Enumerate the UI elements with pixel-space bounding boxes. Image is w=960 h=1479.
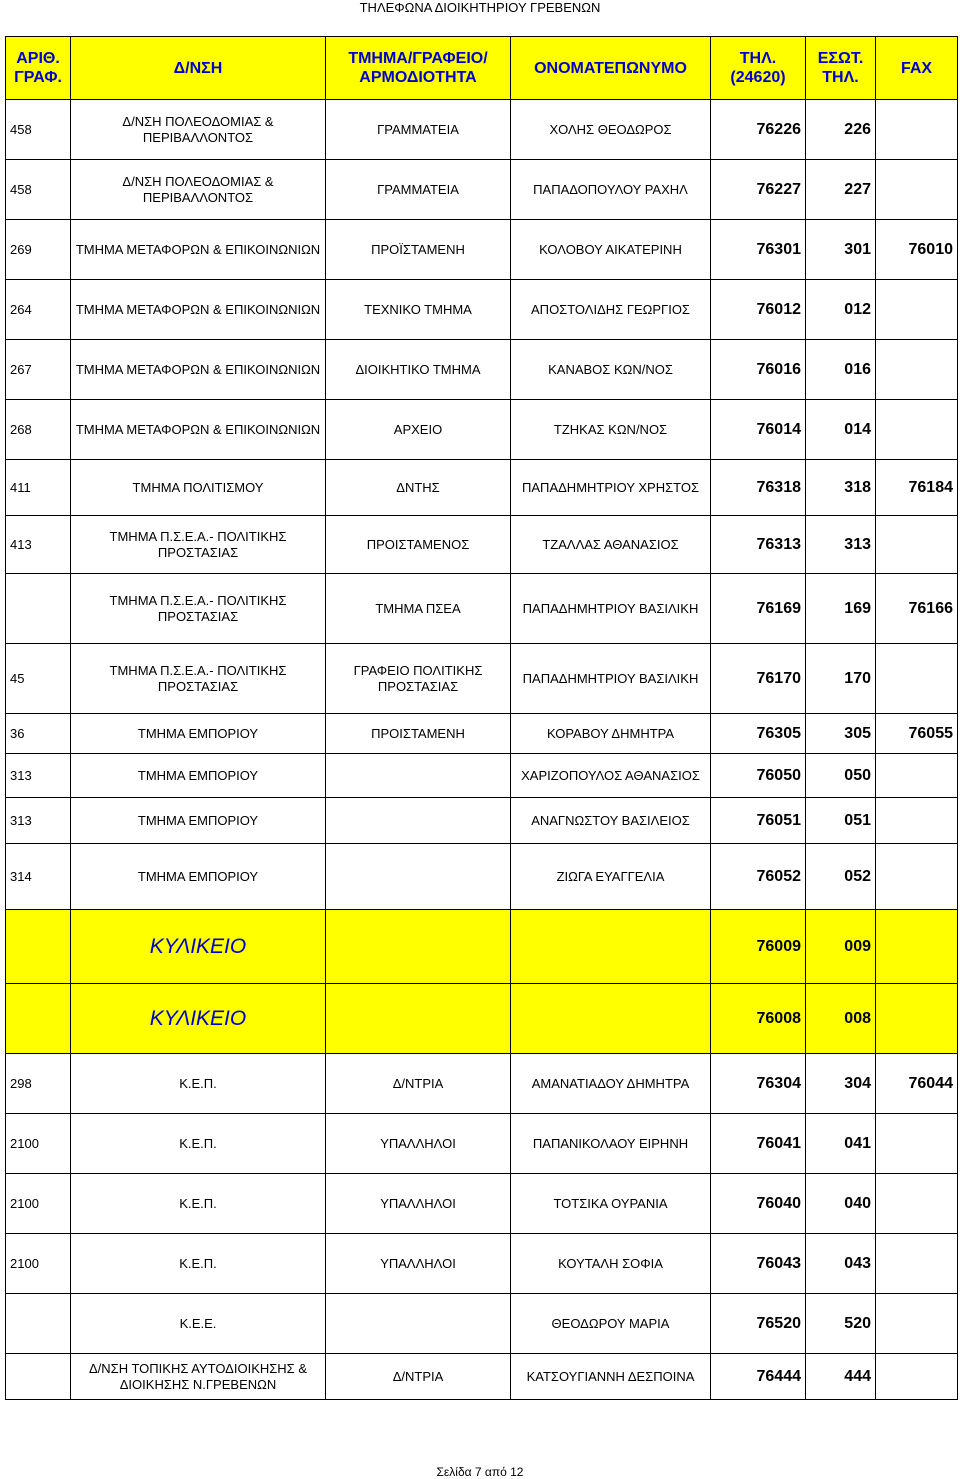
table-row (6, 220, 958, 280)
name-cell: ΠΑΠΑΔΗΜΗΤΡΙΟΥ ΒΑΣΙΛΙΚΗ (511, 644, 711, 714)
fax-cell: 76010 (876, 220, 958, 280)
department-cell: ΔΙΟΙΚΗΤΙΚΟ ΤΜΗΜΑ (326, 340, 511, 400)
office-cell: 2100 (6, 1234, 71, 1294)
phone-cell: 76050 (711, 754, 806, 798)
table-row (6, 1234, 958, 1294)
department-cell: ΤΜΗΜΑ ΠΣΕΑ (326, 574, 511, 644)
fax-cell (876, 1354, 958, 1400)
department-cell: ΓΡΑΦΕΙΟ ΠΟΛΙΤΙΚΗΣ ΠΡΟΣΤΑΣΙΑΣ (326, 644, 511, 714)
name-cell: ΠΑΠΑΔΗΜΗΤΡΙΟΥ ΧΡΗΣΤΟΣ (511, 460, 711, 516)
table-body (6, 100, 958, 1400)
ext-cell: 051 (806, 798, 876, 844)
office-cell: 458 (6, 160, 71, 220)
office-cell (6, 984, 71, 1054)
fax-cell (876, 160, 958, 220)
page-title: ΤΗΛΕΦΩΝΑ ΔΙΟΙΚΗΤΗΡΙΟΥ ΓΡΕΒΕΝΩΝ (359, 0, 601, 15)
phone-cell: 76008 (711, 984, 806, 1054)
table-row (6, 1114, 958, 1174)
department-cell: ΓΡΑΜΜΑΤΕΙΑ (326, 100, 511, 160)
phone-cell: 76227 (711, 160, 806, 220)
office-cell (6, 910, 71, 984)
ext-cell: 008 (806, 984, 876, 1054)
department-cell: ΤΕΧΝΙΚΟ ΤΜΗΜΑ (326, 280, 511, 340)
table-row (6, 1174, 958, 1234)
ext-cell: 520 (806, 1294, 876, 1354)
fax-cell (876, 100, 958, 160)
table-row (6, 798, 958, 844)
phone-cell: 76170 (711, 644, 806, 714)
header-row (6, 37, 958, 100)
name-cell: ΑΠΟΣΤΟΛΙΔΗΣ ΓΕΩΡΓΙΟΣ (511, 280, 711, 340)
phone-cell: 76520 (711, 1294, 806, 1354)
ext-cell: 301 (806, 220, 876, 280)
department-cell (326, 754, 511, 798)
department-cell (326, 844, 511, 910)
directorate-cell: ΚΥΛΙΚΕΙΟ (71, 984, 326, 1054)
directorate-cell: Κ.Ε.Π. (71, 1054, 326, 1114)
ext-cell: 043 (806, 1234, 876, 1294)
directorate-cell: ΤΜΗΜΑ ΜΕΤΑΦΟΡΩΝ & ΕΠΙΚΟΙΝΩΝΙΩΝ (71, 280, 326, 340)
name-cell: ΤΟΤΣΙΚΑ ΟΥΡΑΝΙΑ (511, 1174, 711, 1234)
name-cell: ΚΑΤΣΟΥΓΙΑΝΝΗ ΔΕΣΠΟΙΝΑ (511, 1354, 711, 1400)
name-cell: ΧΑΡΙΖΟΠΟΥΛΟΣ ΑΘΑΝΑΣΙΟΣ (511, 754, 711, 798)
directorate-cell: ΤΜΗΜΑ ΕΜΠΟΡΙΟΥ (71, 754, 326, 798)
office-cell: 411 (6, 460, 71, 516)
name-cell: ΚΟΡΑΒΟΥ ΔΗΜΗΤΡΑ (511, 714, 711, 754)
phone-cell: 76052 (711, 844, 806, 910)
department-cell: ΠΡΟΪΣΤΑΜΕΝΗ (326, 220, 511, 280)
name-cell: ΑΝΑΓΝΩΣΤΟΥ ΒΑΣΙΛΕΙΟΣ (511, 798, 711, 844)
directorate-cell: ΚΥΛΙΚΕΙΟ (71, 910, 326, 984)
directorate-cell: ΤΜΗΜΑ Π.Σ.Ε.Α.- ΠΟΛΙΤΙΚΗΣ ΠΡΟΣΤΑΣΙΑΣ (71, 644, 326, 714)
table-row (6, 844, 958, 910)
col-ext: ΕΣΩΤ. ΤΗΛ. (806, 37, 876, 100)
ext-cell: 040 (806, 1174, 876, 1234)
phone-directory-table (5, 36, 958, 1400)
ext-cell: 169 (806, 574, 876, 644)
fax-cell: 76044 (876, 1054, 958, 1114)
department-cell: ΥΠΑΛΛΗΛΟΙ (326, 1174, 511, 1234)
department-cell: Δ/ΝΤΡΙΑ (326, 1054, 511, 1114)
directorate-cell: Κ.Ε.Π. (71, 1114, 326, 1174)
col-department: ΤΜΗΜΑ/ΓΡΑΦΕΙΟ/ ΑΡΜΟΔΙΟΤΗΤΑ (326, 37, 511, 100)
office-cell: 267 (6, 340, 71, 400)
name-cell: ΚΟΥΤΑΛΗ ΣΟΦΙΑ (511, 1234, 711, 1294)
table-row (6, 1354, 958, 1400)
name-cell: ΖΙΩΓΑ ΕΥΑΓΓΕΛΙΑ (511, 844, 711, 910)
fax-cell (876, 644, 958, 714)
office-cell (6, 574, 71, 644)
ext-cell: 313 (806, 516, 876, 574)
directorate-cell: ΤΜΗΜΑ ΕΜΠΟΡΙΟΥ (71, 714, 326, 754)
table-row (6, 1294, 958, 1354)
phone-cell: 76014 (711, 400, 806, 460)
table-row (6, 714, 958, 754)
directorate-cell: ΤΜΗΜΑ ΜΕΤΑΦΟΡΩΝ & ΕΠΙΚΟΙΝΩΝΙΩΝ (71, 400, 326, 460)
directorate-cell: Κ.Ε.Π. (71, 1234, 326, 1294)
name-cell: ΠΑΠΑΔΟΠΟΥΛΟΥ ΡΑΧΗΛ (511, 160, 711, 220)
office-cell: 313 (6, 754, 71, 798)
table-row (6, 1054, 958, 1114)
office-cell: 2100 (6, 1174, 71, 1234)
name-cell (511, 984, 711, 1054)
ext-cell: 050 (806, 754, 876, 798)
phone-cell: 76016 (711, 340, 806, 400)
ext-cell: 012 (806, 280, 876, 340)
office-cell: 313 (6, 798, 71, 844)
ext-cell: 009 (806, 910, 876, 984)
office-cell: 314 (6, 844, 71, 910)
directorate-cell: Δ/ΝΣΗ ΠΟΛΕΟΔΟΜΙΑΣ & ΠΕΡΙΒΑΛΛΟΝΤΟΣ (71, 100, 326, 160)
col-name: ΟΝΟΜΑΤΕΠΩΝΥΜΟ (511, 37, 711, 100)
directorate-cell: Κ.Ε.Ε. (71, 1294, 326, 1354)
office-cell: 458 (6, 100, 71, 160)
office-cell: 268 (6, 400, 71, 460)
fax-cell (876, 1114, 958, 1174)
department-cell: ΑΡΧΕΙΟ (326, 400, 511, 460)
col-fax: FAX (876, 37, 958, 100)
phone-cell: 76043 (711, 1234, 806, 1294)
fax-cell: 76184 (876, 460, 958, 516)
phone-cell: 76304 (711, 1054, 806, 1114)
name-cell: ΠΑΠΑΔΗΜΗΤΡΙΟΥ ΒΑΣΙΛΙΚΗ (511, 574, 711, 644)
col-office: ΑΡΙΘ. ΓΡΑΦ. (6, 37, 71, 100)
fax-cell (876, 340, 958, 400)
department-cell: ΥΠΑΛΛΗΛΟΙ (326, 1234, 511, 1294)
name-cell: ΤΖΗΚΑΣ ΚΩΝ/ΝΟΣ (511, 400, 711, 460)
name-cell: ΚΟΛΟΒΟΥ ΑΙΚΑΤΕΡΙΝΗ (511, 220, 711, 280)
department-cell (326, 798, 511, 844)
ext-cell: 014 (806, 400, 876, 460)
table-row (6, 754, 958, 798)
table-row (6, 984, 958, 1054)
office-cell: 264 (6, 280, 71, 340)
phone-cell: 76040 (711, 1174, 806, 1234)
col-directorate: Δ/ΝΣΗ (71, 37, 326, 100)
col-phone: ΤΗΛ. (24620) (711, 37, 806, 100)
fax-cell: 76166 (876, 574, 958, 644)
department-cell: ΥΠΑΛΛΗΛΟΙ (326, 1114, 511, 1174)
phone-cell: 76318 (711, 460, 806, 516)
ext-cell: 016 (806, 340, 876, 400)
fax-cell (876, 1294, 958, 1354)
fax-cell: 76055 (876, 714, 958, 754)
office-cell: 298 (6, 1054, 71, 1114)
directorate-cell: ΤΜΗΜΑ ΜΕΤΑΦΟΡΩΝ & ΕΠΙΚΟΙΝΩΝΙΩΝ (71, 220, 326, 280)
ext-cell: 318 (806, 460, 876, 516)
fax-cell (876, 1234, 958, 1294)
directorate-cell: Δ/ΝΣΗ ΠΟΛΕΟΔΟΜΙΑΣ & ΠΕΡΙΒΑΛΛΟΝΤΟΣ (71, 160, 326, 220)
directorate-cell: ΤΜΗΜΑ ΕΜΠΟΡΙΟΥ (71, 844, 326, 910)
table-row (6, 160, 958, 220)
phone-cell: 76313 (711, 516, 806, 574)
directorate-cell: ΤΜΗΜΑ Π.Σ.Ε.Α.- ΠΟΛΙΤΙΚΗΣ ΠΡΟΣΤΑΣΙΑΣ (71, 516, 326, 574)
fax-cell (876, 844, 958, 910)
page-number: Σελίδα 7 από 12 (436, 1465, 524, 1479)
phone-cell: 76226 (711, 100, 806, 160)
department-cell: Δ/ΝΤΡΙΑ (326, 1354, 511, 1400)
directorate-cell: ΤΜΗΜΑ ΜΕΤΑΦΟΡΩΝ & ΕΠΙΚΟΙΝΩΝΙΩΝ (71, 340, 326, 400)
ext-cell: 041 (806, 1114, 876, 1174)
phone-cell: 76169 (711, 574, 806, 644)
name-cell: ΤΖΑΛΛΑΣ ΑΘΑΝΑΣΙΟΣ (511, 516, 711, 574)
phone-cell: 76301 (711, 220, 806, 280)
office-cell: 2100 (6, 1114, 71, 1174)
office-cell: 36 (6, 714, 71, 754)
directorate-cell: ΤΜΗΜΑ Π.Σ.Ε.Α.- ΠΟΛΙΤΙΚΗΣ ΠΡΟΣΤΑΣΙΑΣ (71, 574, 326, 644)
phone-cell: 76444 (711, 1354, 806, 1400)
directorate-cell: ΤΜΗΜΑ ΕΜΠΟΡΙΟΥ (71, 798, 326, 844)
name-cell (511, 910, 711, 984)
ext-cell: 304 (806, 1054, 876, 1114)
ext-cell: 052 (806, 844, 876, 910)
directorate-cell: Δ/ΝΣΗ ΤΟΠΙΚΗΣ ΑΥΤΟΔΙΟΙΚΗΣΗΣ & ΔΙΟΙΚΗΣΗΣ Ν.ΓΡΕΒΕΝΩΝ (71, 1354, 326, 1400)
table-row (6, 100, 958, 160)
office-cell: 45 (6, 644, 71, 714)
department-cell (326, 984, 511, 1054)
fax-cell (876, 798, 958, 844)
fax-cell (876, 516, 958, 574)
ext-cell: 226 (806, 100, 876, 160)
phone-cell: 76051 (711, 798, 806, 844)
table-row (6, 910, 958, 984)
fax-cell (876, 754, 958, 798)
ext-cell: 305 (806, 714, 876, 754)
directorate-cell: ΤΜΗΜΑ ΠΟΛΙΤΙΣΜΟΥ (71, 460, 326, 516)
department-cell: ΔΝΤΗΣ (326, 460, 511, 516)
table-row (6, 644, 958, 714)
ext-cell: 444 (806, 1354, 876, 1400)
fax-cell (876, 280, 958, 340)
fax-cell (876, 984, 958, 1054)
table-row (6, 460, 958, 516)
name-cell: ΘΕΟΔΩΡΟΥ ΜΑΡΙΑ (511, 1294, 711, 1354)
department-cell (326, 910, 511, 984)
table-row (6, 516, 958, 574)
table-row (6, 340, 958, 400)
office-cell: 269 (6, 220, 71, 280)
name-cell: ΧΟΛΗΣ ΘΕΟΔΩΡΟΣ (511, 100, 711, 160)
department-cell (326, 1294, 511, 1354)
department-cell: ΠΡΟΙΣΤΑΜΕΝΟΣ (326, 516, 511, 574)
phone-cell: 76009 (711, 910, 806, 984)
office-cell (6, 1354, 71, 1400)
department-cell: ΠΡΟΙΣΤΑΜΕΝΗ (326, 714, 511, 754)
ext-cell: 170 (806, 644, 876, 714)
table-row (6, 574, 958, 644)
fax-cell (876, 400, 958, 460)
phone-cell: 76012 (711, 280, 806, 340)
office-cell: 413 (6, 516, 71, 574)
table-row (6, 400, 958, 460)
office-cell (6, 1294, 71, 1354)
name-cell: ΚΑΝΑΒΟΣ ΚΩΝ/ΝΟΣ (511, 340, 711, 400)
phone-cell: 76305 (711, 714, 806, 754)
fax-cell (876, 910, 958, 984)
directorate-cell: Κ.Ε.Π. (71, 1174, 326, 1234)
phone-cell: 76041 (711, 1114, 806, 1174)
table-row (6, 280, 958, 340)
department-cell: ΓΡΑΜΜΑΤΕΙΑ (326, 160, 511, 220)
fax-cell (876, 1174, 958, 1234)
name-cell: ΑΜΑΝΑΤΙΑΔΟΥ ΔΗΜΗΤΡΑ (511, 1054, 711, 1114)
ext-cell: 227 (806, 160, 876, 220)
name-cell: ΠΑΠΑΝΙΚΟΛΑΟΥ ΕΙΡΗΝΗ (511, 1114, 711, 1174)
